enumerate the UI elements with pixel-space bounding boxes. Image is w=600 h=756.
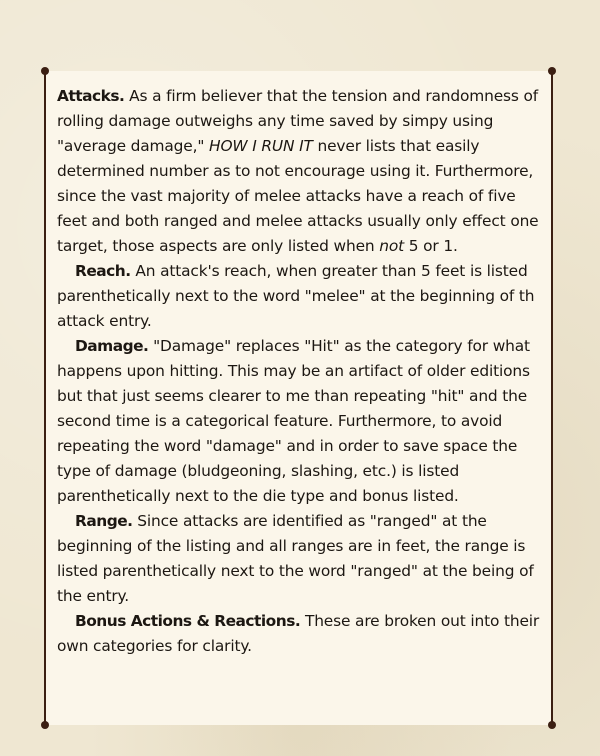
heading-range: Range. [75,512,133,530]
paragraph-bonus-actions [57,609,545,659]
heading-reach: Reach. [75,262,131,280]
paragraph-attacks [57,84,545,259]
emphasis-not: not [379,237,404,255]
heading-attacks: Attacks. [57,87,125,105]
paragraph-damage [57,334,545,509]
paragraph-range [57,509,545,609]
damage-text: "Damage" replaces "Hit" as the category for what happens upon hitting. This may be an artifact of older editions but that just seems clearer to me than repeating "hit" and the second time is a categorical feature. Furthermore, to avoid repeating the word "damage" and in order to save space the type of damage (bludgeoning, slashing, etc.) is listed parenthetically next to the die type and bonus listed. [57,337,530,505]
reach-text: An attack's reach, when greater than 5 feet is listed parenthetically next to the word "melee" at the beginning of th attack entry. [57,262,535,330]
sidebar-content [57,84,545,659]
attacks-text-2: never lists that easily determined number as to not encourage using it. Furthermore, since the vast majority of melee attacks have a reach of five feet and both ranged and melee attacks usually only effect one target, those aspects are only listed when [57,137,539,255]
bonus-actions-text: These are broken out into their own categories for clarity. [57,612,540,655]
heading-damage: Damage. [75,337,149,355]
bottom-right-rule-dot [548,721,556,729]
heading-bonus-actions: Bonus Actions & Reactions. [75,612,301,630]
left-border-rule [44,71,46,725]
attacks-text-1: As a firm believer that the tension and randomness of rolling damage outweighs any time saved by simpy using "average damage," [57,87,539,155]
top-right-rule-dot [548,67,556,75]
range-text: Since attacks are identified as "ranged" at the beginning of the listing and all ranges are in feet, the range is listed parenthetically next to the word "ranged" at the being of the entry. [57,512,534,605]
top-left-rule-dot [41,67,49,75]
right-border-rule [551,71,553,725]
bottom-left-rule-dot [41,721,49,729]
book-title: HOW I RUN IT [209,137,313,155]
paragraph-reach [57,259,545,334]
attacks-text-3: 5 or 1. [404,237,458,255]
